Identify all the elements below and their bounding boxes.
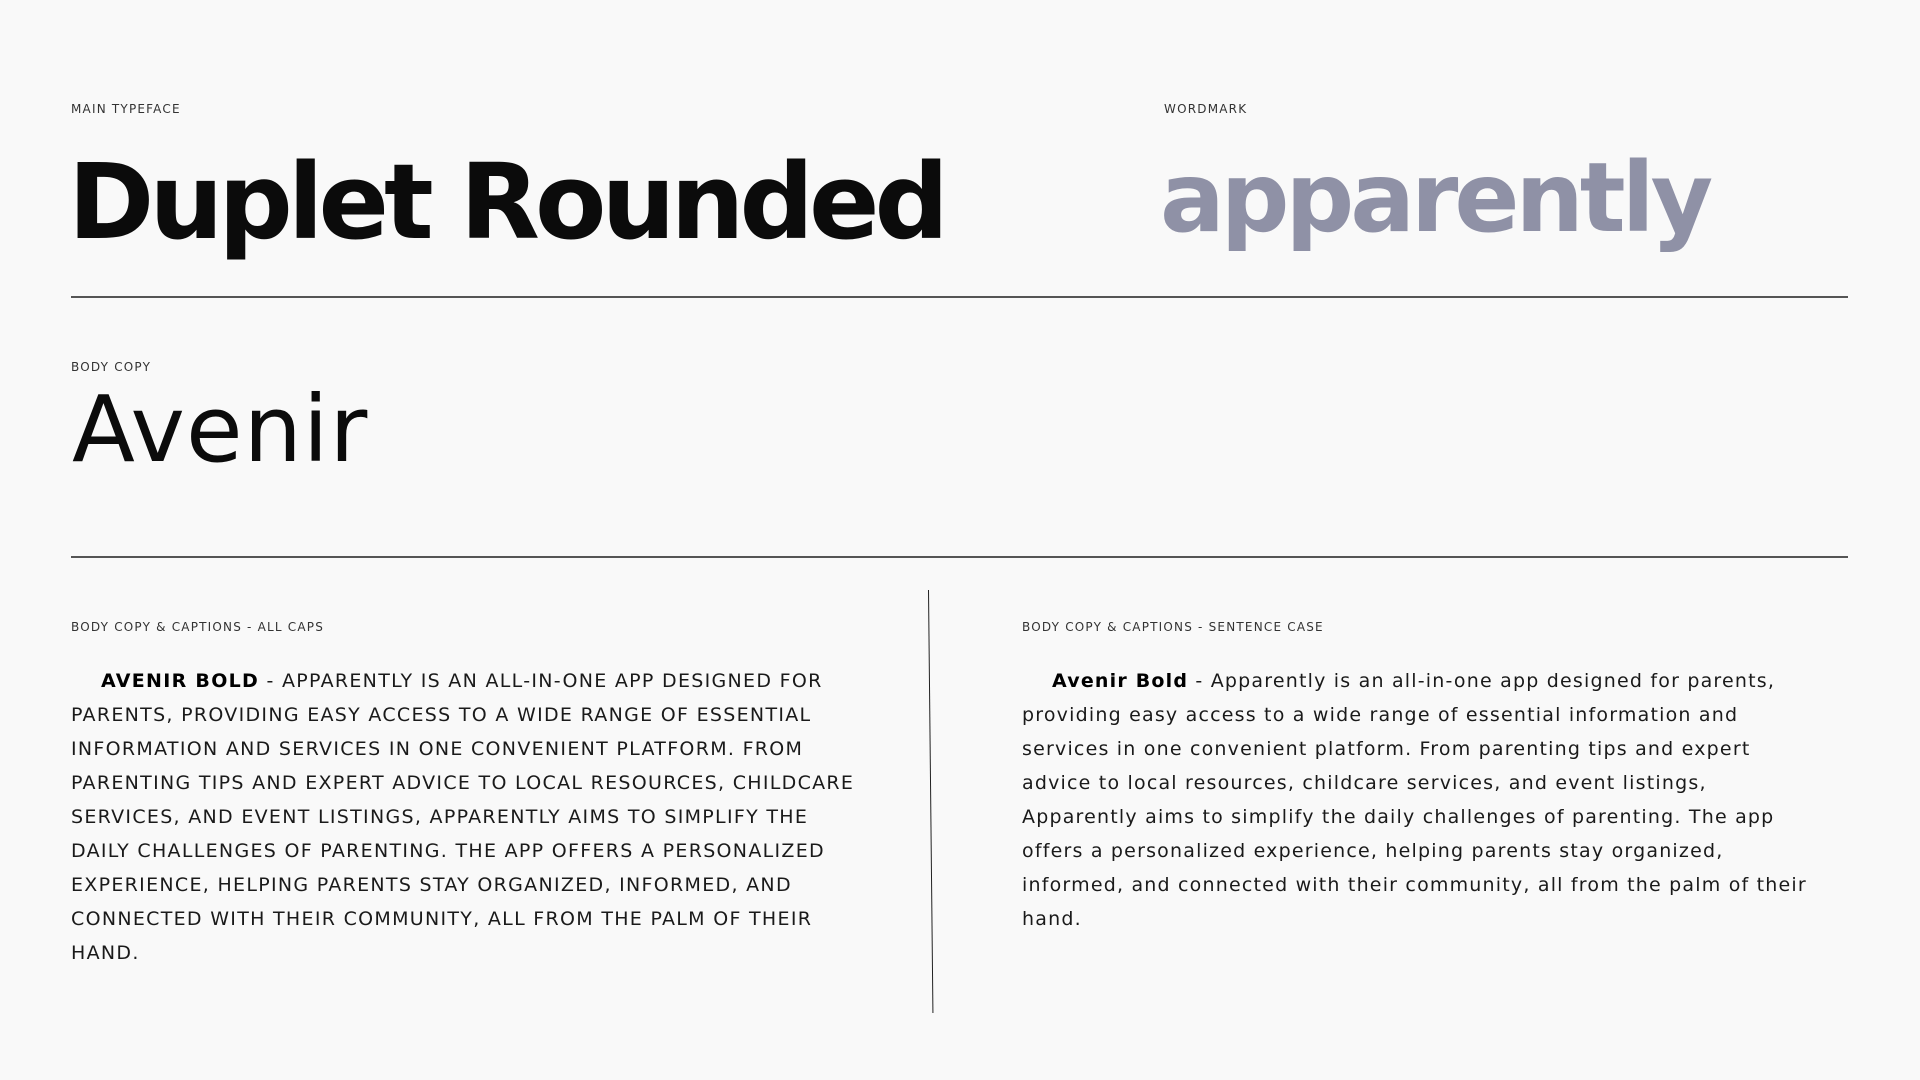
sentence-case-paragraph: [1022, 664, 1812, 936]
body-copy-label: BODY COPY: [71, 360, 152, 374]
divider-top: [71, 296, 1848, 298]
sentence-case-lead: Avenir Bold: [1052, 670, 1189, 692]
wordmark-logo: apparently: [1160, 142, 1710, 254]
all-caps-section-label: BODY COPY & CAPTIONS - ALL CAPS: [71, 620, 325, 634]
sentence-case-body: - Apparently is an all-in-one app designed for parents, providing easy access to a wide range of essential information and services in one convenient platform. From parenting tips and expert advice to local resources, childcare services, and event listings, Apparently aims to simplify the daily challenges of parenting. The app offers a personalized experience, helping parents stay organized, informed, and connected with their community, all from the palm of their hand.: [1022, 670, 1807, 930]
main-typeface-specimen: Duplet Rounded: [68, 141, 944, 263]
wordmark-label: WORDMARK: [1164, 102, 1248, 116]
all-caps-body: - APPARENTLY IS AN ALL-IN-ONE APP DESIGNED FOR PARENTS, PROVIDING EASY ACCESS TO A WIDE RANGE OF ESSENTIAL INFORMATION AND SERVICES IN ONE CONVENIENT PLATFORM. FROM PARENTING TIPS AND EXPERT ADVICE TO LOCAL RESOURCES, CHILDCARE SERVICES, AND EVENT LISTINGS, APPARENTLY AIMS TO SIMPLIFY THE DAILY CHALLENGES OF PARENTING. THE APP OFFERS A PERSONALIZED EXPERIENCE, HELPING PARENTS STAY ORGANIZED, INFORMED, AND CONNECTED WITH THEIR COMMUNITY, ALL FROM THE PALM OF THEIR HAND.: [71, 670, 855, 964]
column-divider: [928, 590, 934, 1013]
divider-middle: [71, 556, 1848, 558]
body-typeface-specimen: Avenir: [72, 376, 369, 483]
sentence-case-section-label: BODY COPY & CAPTIONS - SENTENCE CASE: [1022, 620, 1324, 634]
all-caps-lead: AVENIR BOLD: [101, 670, 260, 692]
all-caps-paragraph: [71, 664, 871, 970]
main-typeface-label: MAIN TYPEFACE: [71, 102, 181, 116]
